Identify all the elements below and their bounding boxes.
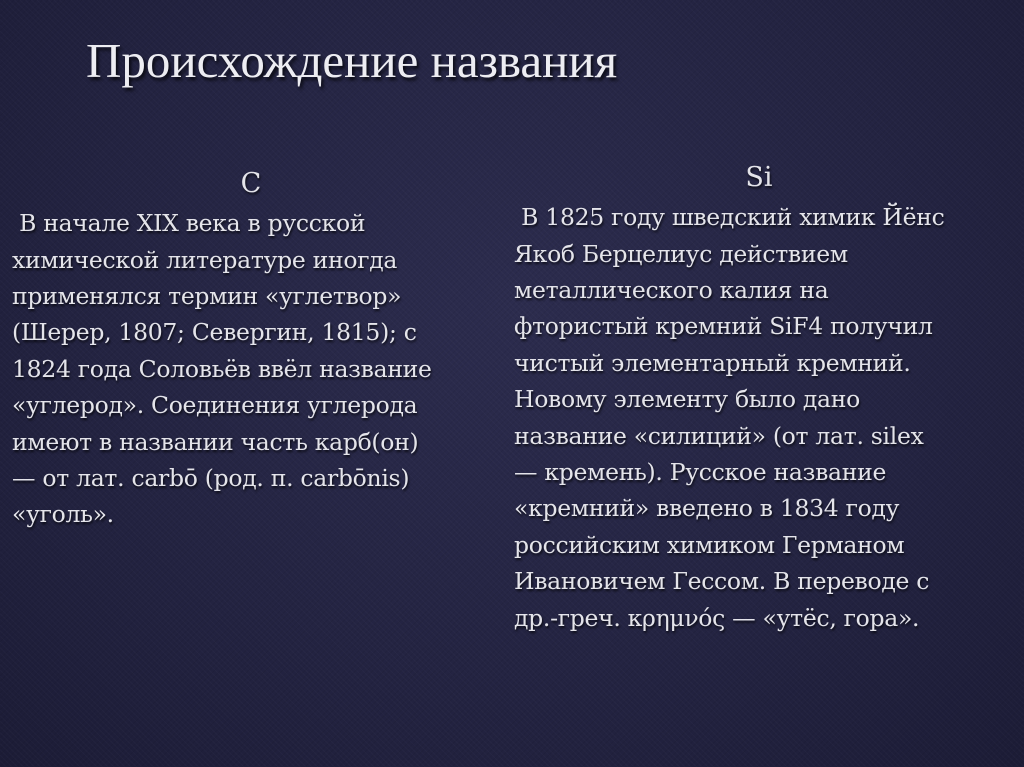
silicon-text: В 1825 году шведский химик Йёнс Якоб Берцелиус действием металлического калия на фтористый кремний SiF4 получил чистый элементарный кремний. Новому элементу было дано название «силиций» (от лат. silex — кремень). Русское название «кремний» введено в 1834 году российским химиком Германом Ивановичем Гессом. В переводе с др.-греч. κρημνός — «утёс, гора».	[514, 203, 945, 632]
carbon-column	[12, 160, 480, 533]
carbon-text: В начале XIX века в русской химической литературе иногда применялся термин «углетвор» (Шерер, 1807; Севергин, 1815); с 1824 года Соловьёв ввёл название «углерод». Соединения углерода имеют в названии часть карб(он) — от лат. carbō (род. п. carbōnis) «уголь».	[12, 209, 432, 529]
silicon-column	[514, 160, 1004, 636]
slide-title: Происхождение названия	[86, 33, 618, 88]
silicon-heading: Si	[745, 162, 773, 193]
carbon-heading: C	[240, 168, 262, 199]
